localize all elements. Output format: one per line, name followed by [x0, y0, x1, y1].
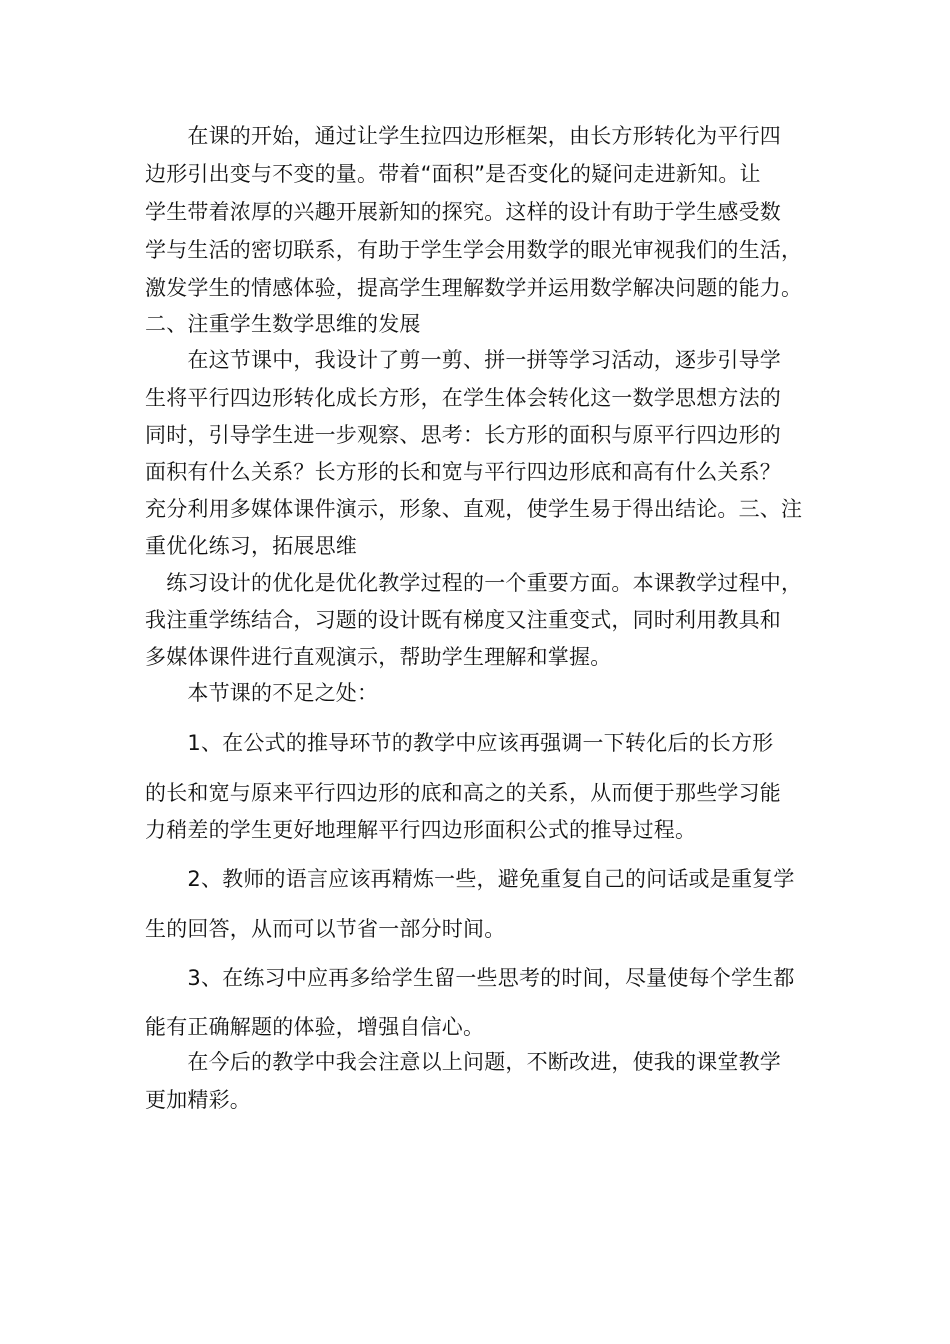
- text-line: 学生带着浓厚的兴趣开展新知的探究。这样的设计有助于学生感受数: [145, 200, 781, 224]
- text-line: 更加精彩。: [145, 1088, 251, 1112]
- text-line: 激发学生的情感体验，提高学生理解数学并运用数学解决问题的能力。: [145, 276, 803, 300]
- section-heading: 二、注重学生数学思维的发展: [145, 312, 421, 336]
- text-line: 我注重学练结合，习题的设计既有梯度又注重变式，同时利用教具和: [145, 608, 781, 632]
- list-item: 1、在公式的推导环节的教学中应该再强调一下转化后的长方形: [145, 731, 774, 755]
- text-line: 在课的开始，通过让学生拉四边形框架，由长方形转化为平行四: [145, 124, 781, 148]
- text-line: 练习设计的优化是优化教学过程的一个重要方面。本课教学过程中，: [145, 571, 803, 595]
- text-line: 生的回答，从而可以节省一部分时间。: [145, 917, 506, 941]
- text-line: 力稍差的学生更好地理解平行四边形面积公式的推导过程。: [145, 818, 697, 842]
- text-line: 的长和宽与原来平行四边形的底和高之的关系，从而便于那些学习能: [145, 781, 781, 805]
- list-item: 3、在练习中应再多给学生留一些思考的时间，尽量使每个学生都: [145, 966, 795, 990]
- list-item: 2、教师的语言应该再精炼一些，避免重复自己的问话或是重复学: [145, 867, 795, 891]
- text-line: 在今后的教学中我会注意以上问题，不断改进，使我的课堂教学: [145, 1050, 781, 1074]
- text-line: 同时，引导学生进一步观察、思考：长方形的面积与原平行四边形的: [145, 423, 781, 447]
- text-line: 在这节课中，我设计了剪一剪、拼一拼等学习活动，逐步引导学: [145, 348, 781, 372]
- text-line: 生将平行四边形转化成长方形，在学生体会转化这一数学思想方法的: [145, 386, 781, 410]
- text-line: 学与生活的密切联系，有助于学生学会用数学的眼光审视我们的生活，: [145, 238, 803, 262]
- text-line: 能有正确解题的体验，增强自信心。: [145, 1015, 485, 1039]
- text-line: 充分利用多媒体课件演示，形象、直观，使学生易于得出结论。三、注: [145, 497, 803, 521]
- text-line: 边形引出变与不变的量。带着“面积”是否变化的疑问走进新知。让: [145, 162, 761, 186]
- text-line: 多媒体课件进行直观演示，帮助学生理解和掌握。: [145, 645, 612, 669]
- text-line: 面积有什么关系？长方形的长和宽与平行四边形底和高有什么关系？: [145, 460, 781, 484]
- text-line: 重优化练习，拓展思维: [145, 534, 357, 558]
- text-line: 本节课的不足之处：: [145, 681, 379, 705]
